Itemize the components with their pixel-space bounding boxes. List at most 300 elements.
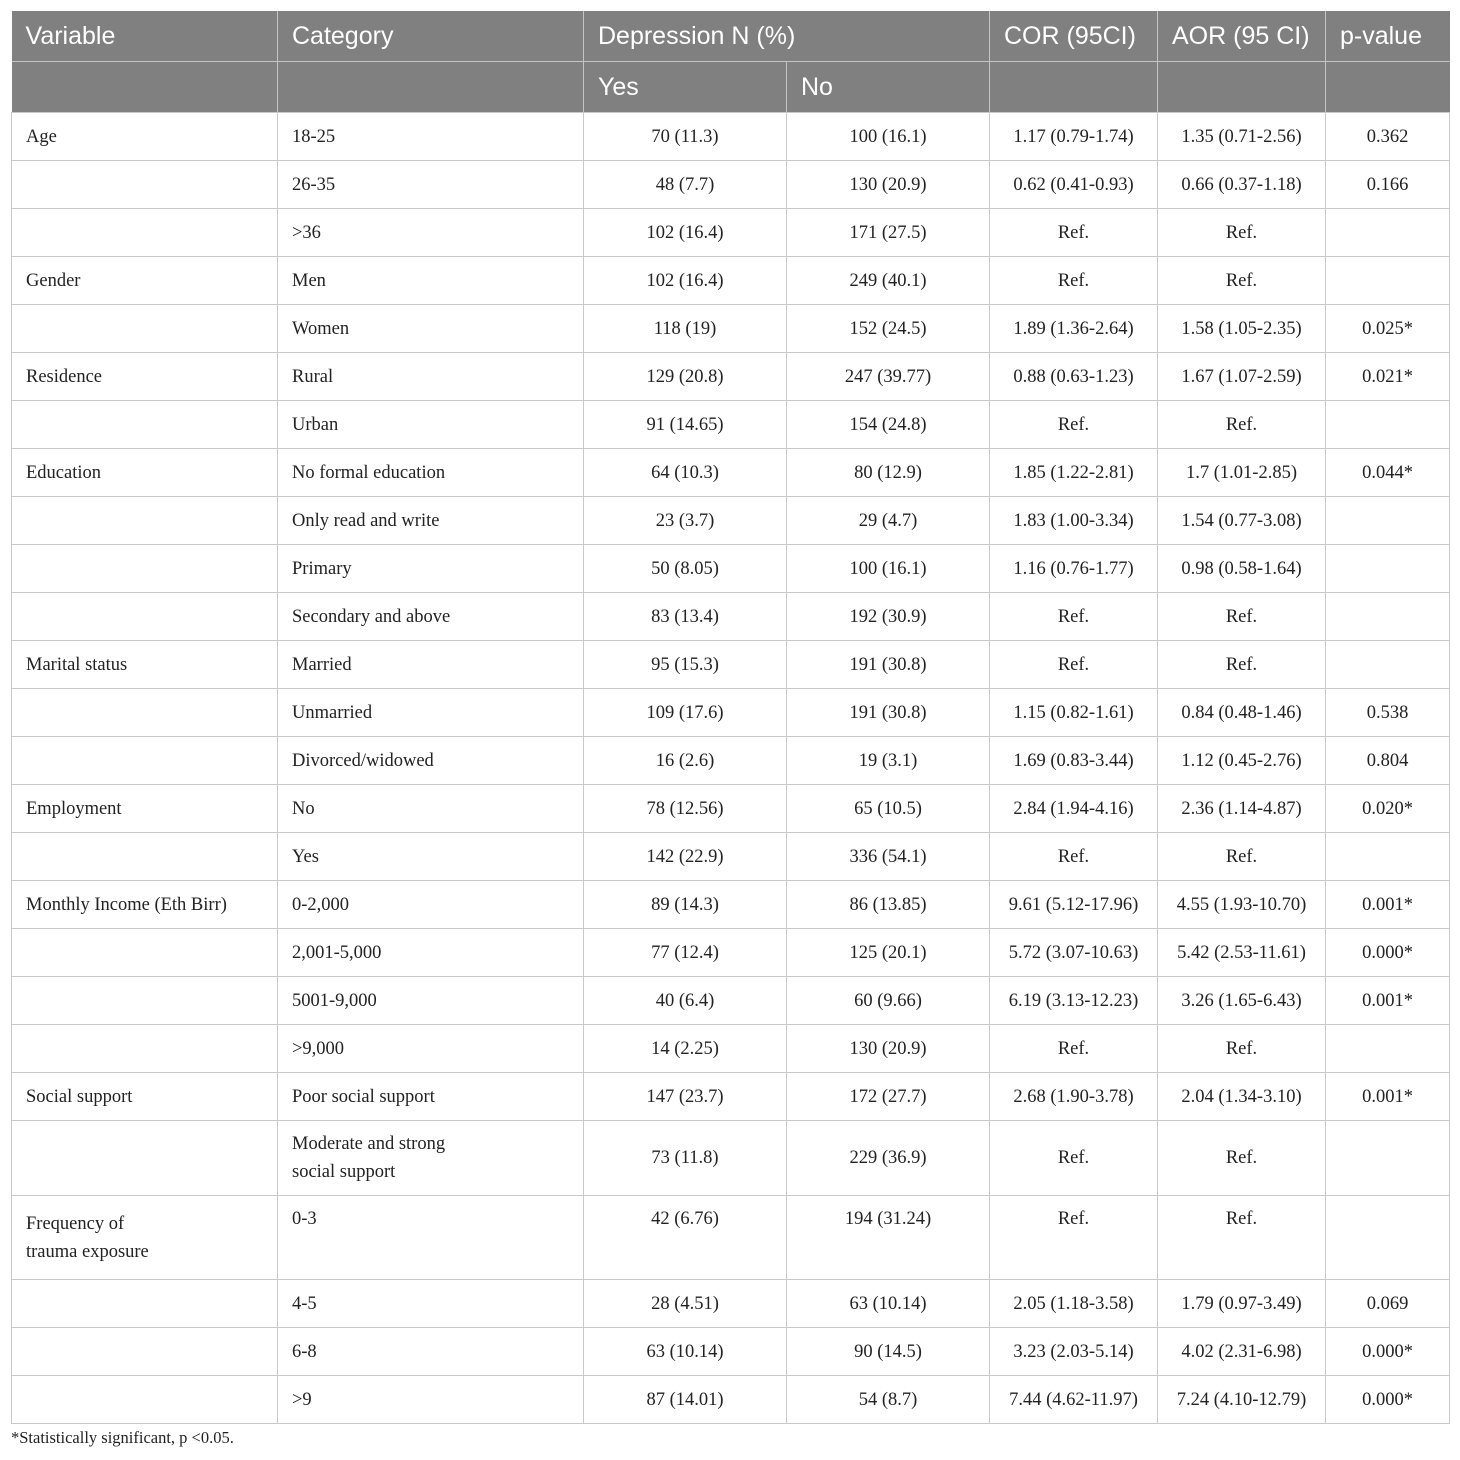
- cell-category: [278, 449, 584, 497]
- cell-no-text: 249 (40.1): [849, 270, 927, 291]
- cell-cor-text: 1.17 (0.79-1.74): [1013, 126, 1134, 147]
- cell-yes: [584, 113, 787, 161]
- cell-no: [787, 545, 990, 593]
- cell-yes: [584, 977, 787, 1025]
- cell-pvalue: [1326, 545, 1450, 593]
- cell-cor-text: Ref.: [1057, 1209, 1090, 1229]
- cell-cor-text: 2.84 (1.94-4.16): [1013, 798, 1134, 819]
- cell-cor-text: 6.19 (3.13-12.23): [1008, 990, 1139, 1011]
- cell-yes: [584, 209, 787, 257]
- cell-aor: [1158, 929, 1326, 977]
- cell-aor: [1158, 785, 1326, 833]
- cell-cor-text: 1.89 (1.36-2.64): [1013, 318, 1134, 339]
- cell-category-text: Divorced/widowed: [292, 750, 434, 771]
- cell-variable: [12, 305, 278, 353]
- table-row: [12, 977, 1450, 1025]
- cell-category: [278, 1328, 584, 1376]
- cell-no: [787, 1328, 990, 1376]
- cell-variable-text: Frequency of: [26, 1213, 125, 1234]
- header-no: No: [787, 62, 990, 113]
- cell-cor-text: 3.23 (2.03-5.14): [1013, 1341, 1134, 1362]
- cell-pvalue: [1326, 353, 1450, 401]
- cell-category-text: Women: [292, 318, 350, 339]
- cell-pvalue: [1326, 401, 1450, 449]
- cell-variable-text: Marital status: [26, 654, 128, 675]
- header-empty-aor: [1158, 62, 1326, 113]
- cell-aor-text: Ref.: [1225, 1038, 1258, 1059]
- cell-yes: [584, 737, 787, 785]
- cell-category-text: Moderate and strong: [292, 1134, 446, 1154]
- cell-aor-text: 1.54 (0.77-3.08): [1181, 510, 1302, 531]
- cell-cor-text: 0.88 (0.63-1.23): [1013, 366, 1134, 387]
- cell-pvalue: [1326, 1121, 1450, 1196]
- cell-no-text: 80 (12.9): [854, 462, 922, 483]
- table-row: [12, 1376, 1450, 1424]
- cell-variable: [12, 449, 278, 497]
- cell-cor-text: 1.15 (0.82-1.61): [1013, 702, 1134, 723]
- cell-aor-text: 3.26 (1.65-6.43): [1181, 990, 1302, 1011]
- cell-no: [787, 1073, 990, 1121]
- cell-variable: [12, 401, 278, 449]
- table-row: [12, 641, 1450, 689]
- cell-category-text: 6-8: [292, 1341, 317, 1362]
- cell-category-text: Primary: [292, 558, 352, 579]
- cell-aor: [1158, 1196, 1326, 1280]
- cell-yes-text: 73 (11.8): [651, 1148, 719, 1168]
- table-row: [12, 209, 1450, 257]
- cell-variable: [12, 257, 278, 305]
- cell-yes-text: 64 (10.3): [651, 462, 719, 483]
- cell-aor: [1158, 1280, 1326, 1328]
- cell-no: [787, 257, 990, 305]
- cell-no-text: 125 (20.1): [849, 942, 927, 963]
- cell-aor: [1158, 881, 1326, 929]
- cell-variable-text: Education: [26, 462, 102, 483]
- cell-category-text: Yes: [292, 846, 319, 867]
- cell-aor: [1158, 209, 1326, 257]
- table-row: [12, 1196, 1450, 1280]
- cell-no: [787, 641, 990, 689]
- cell-cor: [990, 1280, 1158, 1328]
- cell-variable: [12, 209, 278, 257]
- cell-category: [278, 977, 584, 1025]
- cell-cor-text: 9.61 (5.12-17.96): [1008, 894, 1139, 915]
- cell-aor: [1158, 305, 1326, 353]
- cell-variable-text-line2: trauma exposure: [26, 1241, 149, 1262]
- cell-aor-text: Ref.: [1225, 846, 1258, 867]
- cell-yes: [584, 1025, 787, 1073]
- table-row: [12, 1121, 1450, 1196]
- cell-no: [787, 161, 990, 209]
- cell-pvalue: [1326, 1196, 1450, 1280]
- cell-yes: [584, 689, 787, 737]
- cell-no-text: 100 (16.1): [849, 558, 927, 579]
- cell-variable: [12, 1121, 278, 1196]
- cell-aor-text: 0.84 (0.48-1.46): [1181, 702, 1302, 723]
- cell-category: [278, 305, 584, 353]
- cell-category-text: No formal education: [292, 462, 446, 483]
- cell-pvalue: [1326, 977, 1450, 1025]
- header-row-2: [12, 62, 1450, 113]
- cell-yes-text: 83 (13.4): [651, 606, 719, 627]
- cell-yes: [584, 161, 787, 209]
- cell-variable: [12, 593, 278, 641]
- table-row: [12, 1280, 1450, 1328]
- cell-category: [278, 929, 584, 977]
- cell-yes-text: 16 (2.6): [655, 750, 715, 771]
- table-row: [12, 785, 1450, 833]
- table-row: [12, 881, 1450, 929]
- cell-yes: [584, 1073, 787, 1121]
- cell-yes: [584, 929, 787, 977]
- cell-cor: [990, 1196, 1158, 1280]
- cell-variable: [12, 353, 278, 401]
- header-variable: Variable: [12, 11, 278, 62]
- cell-no-text: 229 (36.9): [849, 1148, 927, 1168]
- table-row: [12, 737, 1450, 785]
- footnote: *Statistically significant, p <0.05.: [11, 1428, 234, 1447]
- cell-category-text: Unmarried: [292, 702, 373, 723]
- cell-category: [278, 833, 584, 881]
- cell-category-text-line2: social support: [292, 1162, 396, 1182]
- cell-category-text: >36: [292, 222, 321, 243]
- cell-variable: [12, 497, 278, 545]
- cell-yes: [584, 401, 787, 449]
- table-row: [12, 401, 1450, 449]
- cell-yes: [584, 1328, 787, 1376]
- cell-aor-text: Ref.: [1225, 1209, 1258, 1229]
- cell-no: [787, 977, 990, 1025]
- table-row: [12, 353, 1450, 401]
- table-container: [11, 11, 1449, 1424]
- cell-no: [787, 1280, 990, 1328]
- cell-pvalue: [1326, 785, 1450, 833]
- cell-cor: [990, 113, 1158, 161]
- cell-yes: [584, 785, 787, 833]
- cell-pvalue-text: 0.804: [1366, 750, 1409, 771]
- cell-variable: [12, 641, 278, 689]
- cell-cor: [990, 1121, 1158, 1196]
- cell-cor: [990, 1328, 1158, 1376]
- cell-pvalue-text: 0.001*: [1362, 990, 1413, 1011]
- cell-category-text: 5001-9,000: [292, 990, 377, 1011]
- cell-cor: [990, 689, 1158, 737]
- cell-pvalue: [1326, 881, 1450, 929]
- cell-cor-text: 2.68 (1.90-3.78): [1013, 1086, 1134, 1107]
- table-row: [12, 593, 1450, 641]
- cell-variable: [12, 689, 278, 737]
- cell-category-text: 0-3: [292, 1209, 317, 1229]
- cell-pvalue-text: 0.001*: [1362, 894, 1413, 915]
- cell-no-text: 154 (24.8): [849, 414, 927, 435]
- cell-pvalue: [1326, 209, 1450, 257]
- cell-variable: [12, 881, 278, 929]
- cell-yes-text: 40 (6.4): [655, 990, 715, 1011]
- cell-cor: [990, 641, 1158, 689]
- cell-aor-text: Ref.: [1225, 222, 1258, 243]
- cell-no-text: 192 (30.9): [849, 606, 927, 627]
- cell-category: [278, 1025, 584, 1073]
- cell-category: [278, 1073, 584, 1121]
- cell-pvalue-text: 0.069: [1366, 1293, 1409, 1314]
- cell-yes: [584, 1121, 787, 1196]
- table-body: [12, 113, 1450, 1424]
- cell-yes: [584, 593, 787, 641]
- header-empty-variable: [12, 62, 278, 113]
- cell-aor: [1158, 113, 1326, 161]
- cell-aor: [1158, 1121, 1326, 1196]
- cell-yes: [584, 497, 787, 545]
- cell-no: [787, 689, 990, 737]
- cell-yes-text: 147 (23.7): [646, 1086, 724, 1107]
- cell-variable: [12, 977, 278, 1025]
- cell-aor: [1158, 257, 1326, 305]
- cell-cor: [990, 353, 1158, 401]
- cell-aor: [1158, 737, 1326, 785]
- cell-cor: [990, 833, 1158, 881]
- cell-variable-text: Gender: [26, 270, 81, 291]
- cell-pvalue: [1326, 1280, 1450, 1328]
- header-category: Category: [278, 11, 584, 62]
- cell-yes-text: 109 (17.6): [646, 702, 724, 723]
- cell-cor: [990, 305, 1158, 353]
- cell-cor-text: 1.83 (1.00-3.34): [1013, 510, 1134, 531]
- cell-cor-text: Ref.: [1057, 846, 1090, 867]
- cell-aor-text: Ref.: [1225, 606, 1258, 627]
- cell-pvalue: [1326, 689, 1450, 737]
- cell-variable: [12, 785, 278, 833]
- cell-no-text: 29 (4.7): [858, 510, 918, 531]
- cell-pvalue: [1326, 929, 1450, 977]
- cell-aor: [1158, 545, 1326, 593]
- table-row: [12, 1073, 1450, 1121]
- cell-yes: [584, 641, 787, 689]
- cell-yes-text: 42 (6.76): [651, 1209, 719, 1229]
- cell-aor-text: 5.42 (2.53-11.61): [1177, 942, 1306, 963]
- cell-aor: [1158, 593, 1326, 641]
- table-row: [12, 257, 1450, 305]
- cell-cor-text: Ref.: [1057, 654, 1090, 675]
- cell-category-text: Only read and write: [292, 510, 440, 531]
- cell-no: [787, 353, 990, 401]
- cell-no-text: 152 (24.5): [849, 318, 927, 339]
- table-row: [12, 1328, 1450, 1376]
- cell-category-text: No: [292, 798, 315, 819]
- cell-variable: [12, 1376, 278, 1424]
- cell-category: [278, 1376, 584, 1424]
- cell-yes-text: 87 (14.01): [646, 1389, 724, 1410]
- cell-cor: [990, 929, 1158, 977]
- cell-cor: [990, 785, 1158, 833]
- cell-pvalue-text: 0.000*: [1362, 942, 1413, 963]
- cell-no: [787, 401, 990, 449]
- cell-category-text: >9,000: [292, 1038, 345, 1059]
- cell-no: [787, 737, 990, 785]
- cell-yes-text: 48 (7.7): [655, 174, 715, 195]
- cell-yes-text: 50 (8.05): [651, 558, 719, 579]
- cell-pvalue-text: 0.362: [1366, 126, 1409, 147]
- cell-aor-text: 0.98 (0.58-1.64): [1181, 558, 1302, 579]
- cell-cor-text: 7.44 (4.62-11.97): [1009, 1389, 1138, 1410]
- cell-no: [787, 209, 990, 257]
- cell-category: [278, 497, 584, 545]
- cell-variable: [12, 1073, 278, 1121]
- cell-no-text: 191 (30.8): [849, 702, 927, 723]
- cell-cor: [990, 737, 1158, 785]
- cell-aor-text: 1.35 (0.71-2.56): [1181, 126, 1302, 147]
- cell-no-text: 130 (20.9): [849, 174, 927, 195]
- cell-no-text: 130 (20.9): [849, 1038, 927, 1059]
- table-row: [12, 1025, 1450, 1073]
- header-row-1: [12, 11, 1450, 62]
- cell-no-text: 63 (10.14): [849, 1293, 927, 1314]
- cell-pvalue: [1326, 449, 1450, 497]
- cell-aor-text: Ref.: [1225, 414, 1258, 435]
- table-row: [12, 689, 1450, 737]
- cell-pvalue: [1326, 641, 1450, 689]
- cell-aor: [1158, 641, 1326, 689]
- cell-aor: [1158, 497, 1326, 545]
- header-empty-category: [278, 62, 584, 113]
- cell-variable-text: Social support: [26, 1086, 133, 1107]
- cell-variable: [12, 113, 278, 161]
- cell-cor-text: 5.72 (3.07-10.63): [1008, 942, 1139, 963]
- cell-cor: [990, 881, 1158, 929]
- cell-category-text: Urban: [292, 414, 339, 435]
- cell-yes-text: 129 (20.8): [646, 366, 724, 387]
- header-aor: AOR (95 CI): [1158, 11, 1326, 62]
- cell-cor-text: Ref.: [1057, 414, 1090, 435]
- cell-category: [278, 641, 584, 689]
- cell-no-text: 90 (14.5): [854, 1341, 922, 1362]
- cell-category: [278, 1121, 584, 1196]
- cell-no-text: 60 (9.66): [854, 990, 922, 1011]
- cell-aor-text: 7.24 (4.10-12.79): [1176, 1389, 1307, 1410]
- cell-variable: [12, 1196, 278, 1280]
- table-row: [12, 113, 1450, 161]
- cell-category: [278, 689, 584, 737]
- header-depression: Depression N (%): [584, 11, 990, 62]
- cell-aor-text: Ref.: [1225, 1148, 1258, 1168]
- cell-yes-text: 28 (4.51): [651, 1293, 719, 1314]
- cell-no: [787, 785, 990, 833]
- cell-pvalue: [1326, 1328, 1450, 1376]
- cell-pvalue: [1326, 161, 1450, 209]
- cell-pvalue-text: 0.538: [1366, 702, 1409, 723]
- cell-yes-text: 118 (19): [653, 318, 717, 339]
- cell-yes: [584, 1376, 787, 1424]
- cell-pvalue-text: 0.044*: [1362, 462, 1413, 483]
- cell-yes: [584, 1196, 787, 1280]
- cell-no-text: 171 (27.5): [849, 222, 927, 243]
- header-pvalue: p-value: [1326, 11, 1450, 62]
- cell-category-text: Rural: [292, 366, 334, 387]
- cell-yes-text: 91 (14.65): [646, 414, 724, 435]
- cell-no-text: 86 (13.85): [849, 894, 927, 915]
- table-row: [12, 305, 1450, 353]
- table-row: [12, 449, 1450, 497]
- cell-yes: [584, 305, 787, 353]
- cell-aor: [1158, 401, 1326, 449]
- cell-cor: [990, 977, 1158, 1025]
- table-row: [12, 161, 1450, 209]
- cell-category: [278, 1196, 584, 1280]
- cell-variable: [12, 737, 278, 785]
- cell-cor: [990, 1025, 1158, 1073]
- cell-cor: [990, 209, 1158, 257]
- cell-variable-text: Monthly Income (Eth Birr): [26, 894, 227, 915]
- cell-variable-text: Employment: [26, 798, 122, 819]
- cell-pvalue: [1326, 305, 1450, 353]
- cell-aor: [1158, 1376, 1326, 1424]
- cell-cor-text: Ref.: [1057, 1038, 1090, 1059]
- cell-no: [787, 1025, 990, 1073]
- cell-variable: [12, 929, 278, 977]
- cell-category: [278, 113, 584, 161]
- cell-no-text: 194 (31.24): [844, 1209, 932, 1229]
- cell-pvalue: [1326, 833, 1450, 881]
- cell-category: [278, 209, 584, 257]
- cell-pvalue-text: 0.166: [1366, 174, 1409, 195]
- cell-category: [278, 593, 584, 641]
- cell-category: [278, 1280, 584, 1328]
- cell-category-text: 2,001-5,000: [292, 942, 382, 963]
- cell-category: [278, 737, 584, 785]
- cell-cor-text: Ref.: [1057, 606, 1090, 627]
- cell-category: [278, 257, 584, 305]
- cell-variable: [12, 1328, 278, 1376]
- cell-variable-text: Residence: [26, 366, 103, 387]
- cell-aor: [1158, 161, 1326, 209]
- cell-cor-text: 1.69 (0.83-3.44): [1013, 750, 1134, 771]
- cell-pvalue: [1326, 257, 1450, 305]
- cell-yes: [584, 881, 787, 929]
- cell-no: [787, 497, 990, 545]
- cell-variable: [12, 545, 278, 593]
- cell-cor: [990, 545, 1158, 593]
- cell-pvalue-text: 0.025*: [1362, 318, 1413, 339]
- cell-pvalue: [1326, 1376, 1450, 1424]
- cell-variable: [12, 833, 278, 881]
- cell-category: [278, 545, 584, 593]
- cell-cor-text: Ref.: [1057, 222, 1090, 243]
- cell-cor: [990, 401, 1158, 449]
- cell-yes-text: 142 (22.9): [646, 846, 724, 867]
- cell-no: [787, 593, 990, 641]
- header-cor: COR (95CI): [990, 11, 1158, 62]
- cell-yes-text: 63 (10.14): [646, 1341, 724, 1362]
- cell-aor-text: 4.02 (2.31-6.98): [1181, 1341, 1302, 1362]
- cell-aor-text: 2.36 (1.14-4.87): [1181, 798, 1302, 819]
- cell-cor: [990, 161, 1158, 209]
- cell-yes: [584, 449, 787, 497]
- cell-yes-text: 14 (2.25): [651, 1038, 719, 1059]
- cell-cor-text: 1.16 (0.76-1.77): [1013, 558, 1134, 579]
- cell-yes: [584, 545, 787, 593]
- cell-no-text: 191 (30.8): [849, 654, 927, 675]
- cell-aor-text: 4.55 (1.93-10.70): [1176, 894, 1307, 915]
- cell-aor: [1158, 977, 1326, 1025]
- cell-cor: [990, 449, 1158, 497]
- cell-pvalue: [1326, 737, 1450, 785]
- cell-yes-text: 102 (16.4): [646, 222, 724, 243]
- cell-pvalue: [1326, 593, 1450, 641]
- cell-category-text: Men: [292, 270, 326, 291]
- cell-yes-text: 95 (15.3): [651, 654, 719, 675]
- cell-category-text: 26-35: [292, 174, 336, 195]
- cell-aor: [1158, 833, 1326, 881]
- cell-yes: [584, 1280, 787, 1328]
